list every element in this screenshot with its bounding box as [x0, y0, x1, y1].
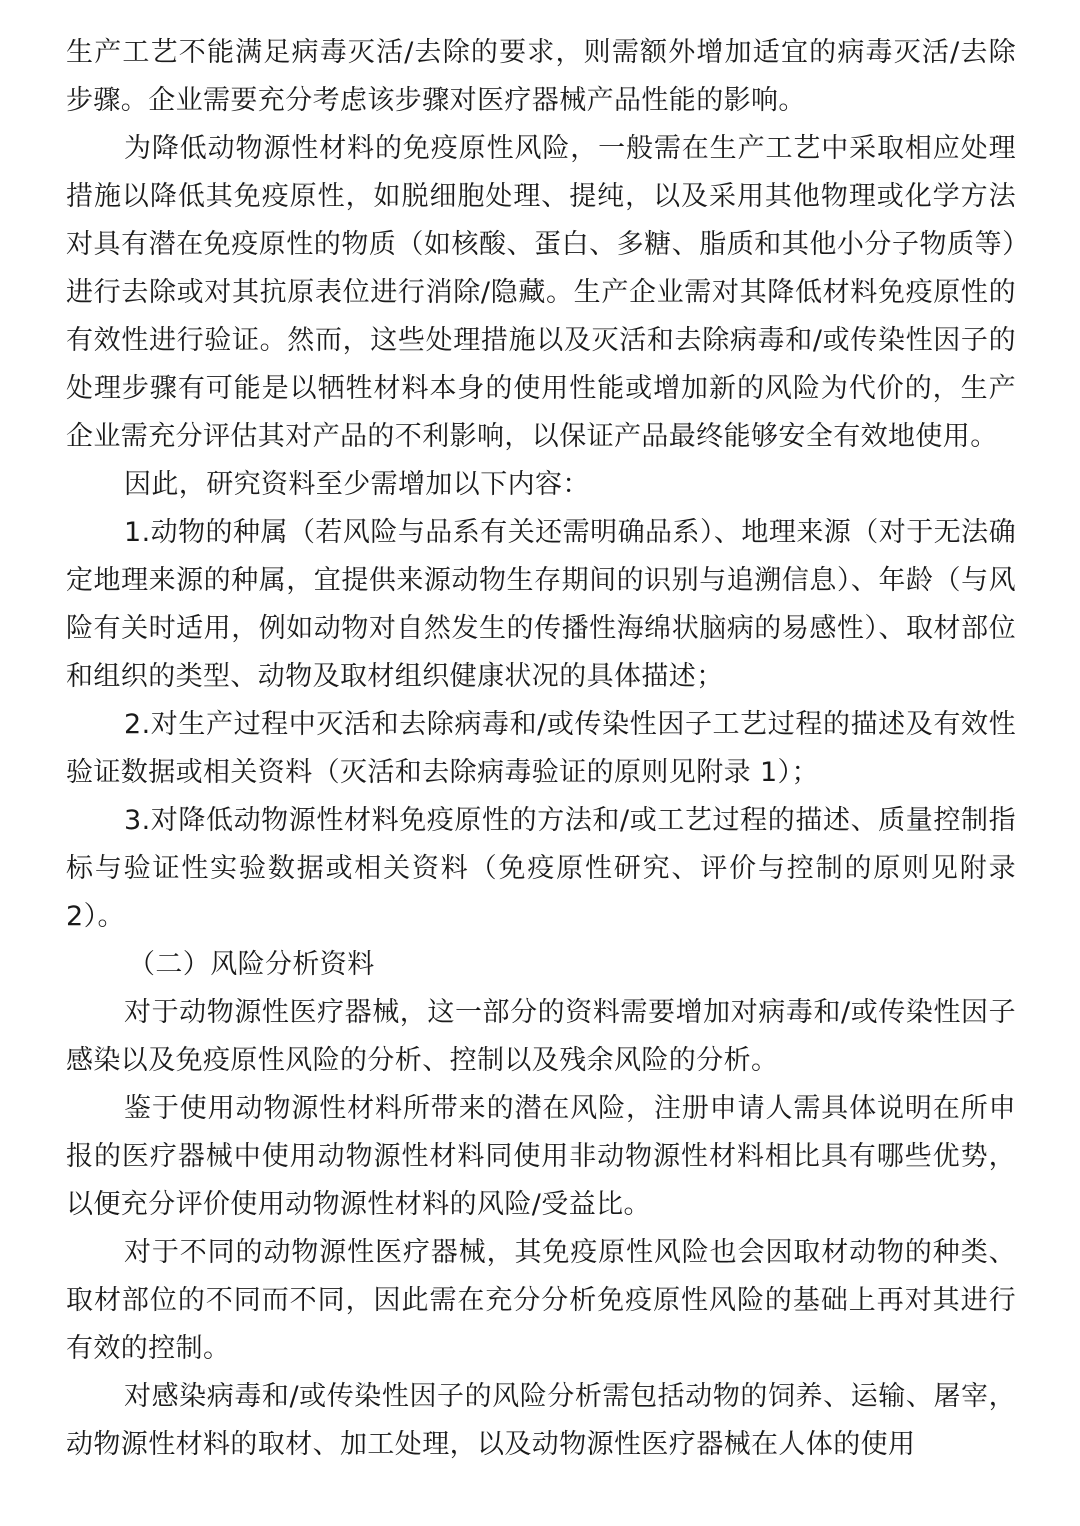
paragraph-infection-risk-analysis: 对感染病毒和/或传染性因子的风险分析需包括动物的饲养、运输、屠宰，动物源性材料的取材、加工处理，以及动物源性医疗器械在人体的使用 [66, 1381, 1016, 1460]
paragraph-immunogenicity-control: 对于不同的动物源性医疗器械，其免疫原性风险也会因取材动物的种类、取材部位的不同而不同，因此需在充分分析免疫原性风险的基础上再对其进行有效的控制。 [66, 1237, 1016, 1364]
paragraph-virus-inactivation-step: 生产工艺不能满足病毒灭活/去除的要求，则需额外增加适宜的病毒灭活/去除步骤。企业需要充分考虑该步骤对医疗器械产品性能的影响。 [66, 37, 1016, 116]
paragraph-research-requirements-intro: 因此，研究资料至少需增加以下内容： [124, 469, 590, 500]
paragraph-immunogenicity-reduction: 为降低动物源性材料的免疫原性风险，一般需在生产工艺中采取相应处理措施以降低其免疫原性，如脱细胞处理、提纯，以及采用其他物理或化学方法对具有潜在免疫原性的物质（如核酸、蛋白、多糖、脂质和其他小分子物质等）进行去除或对其抗原表位进行消除/隐藏。生产企业需对其降低材料免疫原性的有效性进行验证。然而，这些处理措施以及灭活和去除病毒和/或传染性因子的处理步骤有可能是以牺牲材料本身的使用性能或增加新的风险为代价的，生产企业需充分评估其对产品的不利影响，以保证产品最终能够安全有效地使用。 [66, 133, 1016, 452]
paragraph-risk-analysis-scope: 对于动物源性医疗器械，这一部分的资料需要增加对病毒和/或传染性因子感染以及免疫原性风险的分析、控制以及残余风险的分析。 [66, 997, 1016, 1076]
list-item-immunogenicity-methods: 3.对降低动物源性材料免疫原性的方法和/或工艺过程的描述、质量控制指标与验证性实验数据或相关资料（免疫原性研究、评价与控制的原则见附录 2）。 [66, 805, 1016, 932]
document-page [66, 29, 1016, 1469]
paragraph-material-advantages: 鉴于使用动物源性材料所带来的潜在风险，注册申请人需具体说明在所申报的医疗器械中使用动物源性材料同使用非动物源性材料相比具有哪些优势，以便充分评价使用动物源性材料的风险/受益比。 [66, 1093, 1016, 1220]
section-heading-risk-analysis: （二）风险分析资料 [128, 949, 375, 980]
list-item-virus-inactivation-process: 2.对生产过程中灭活和去除病毒和/或传染性因子工艺过程的描述及有效性验证数据或相关资料（灭活和去除病毒验证的原则见附录 1）； [66, 709, 1016, 788]
list-item-animal-species: 1.动物的种属（若风险与品系有关还需明确品系）、地理来源（对于无法确定地理来源的种属，宜提供来源动物生存期间的识别与追溯信息）、年龄（与风险有关时适用，例如动物对自然发生的传播性海绵状脑病的易感性）、取材部位和组织的类型、动物及取材组织健康状况的具体描述； [66, 517, 1016, 692]
